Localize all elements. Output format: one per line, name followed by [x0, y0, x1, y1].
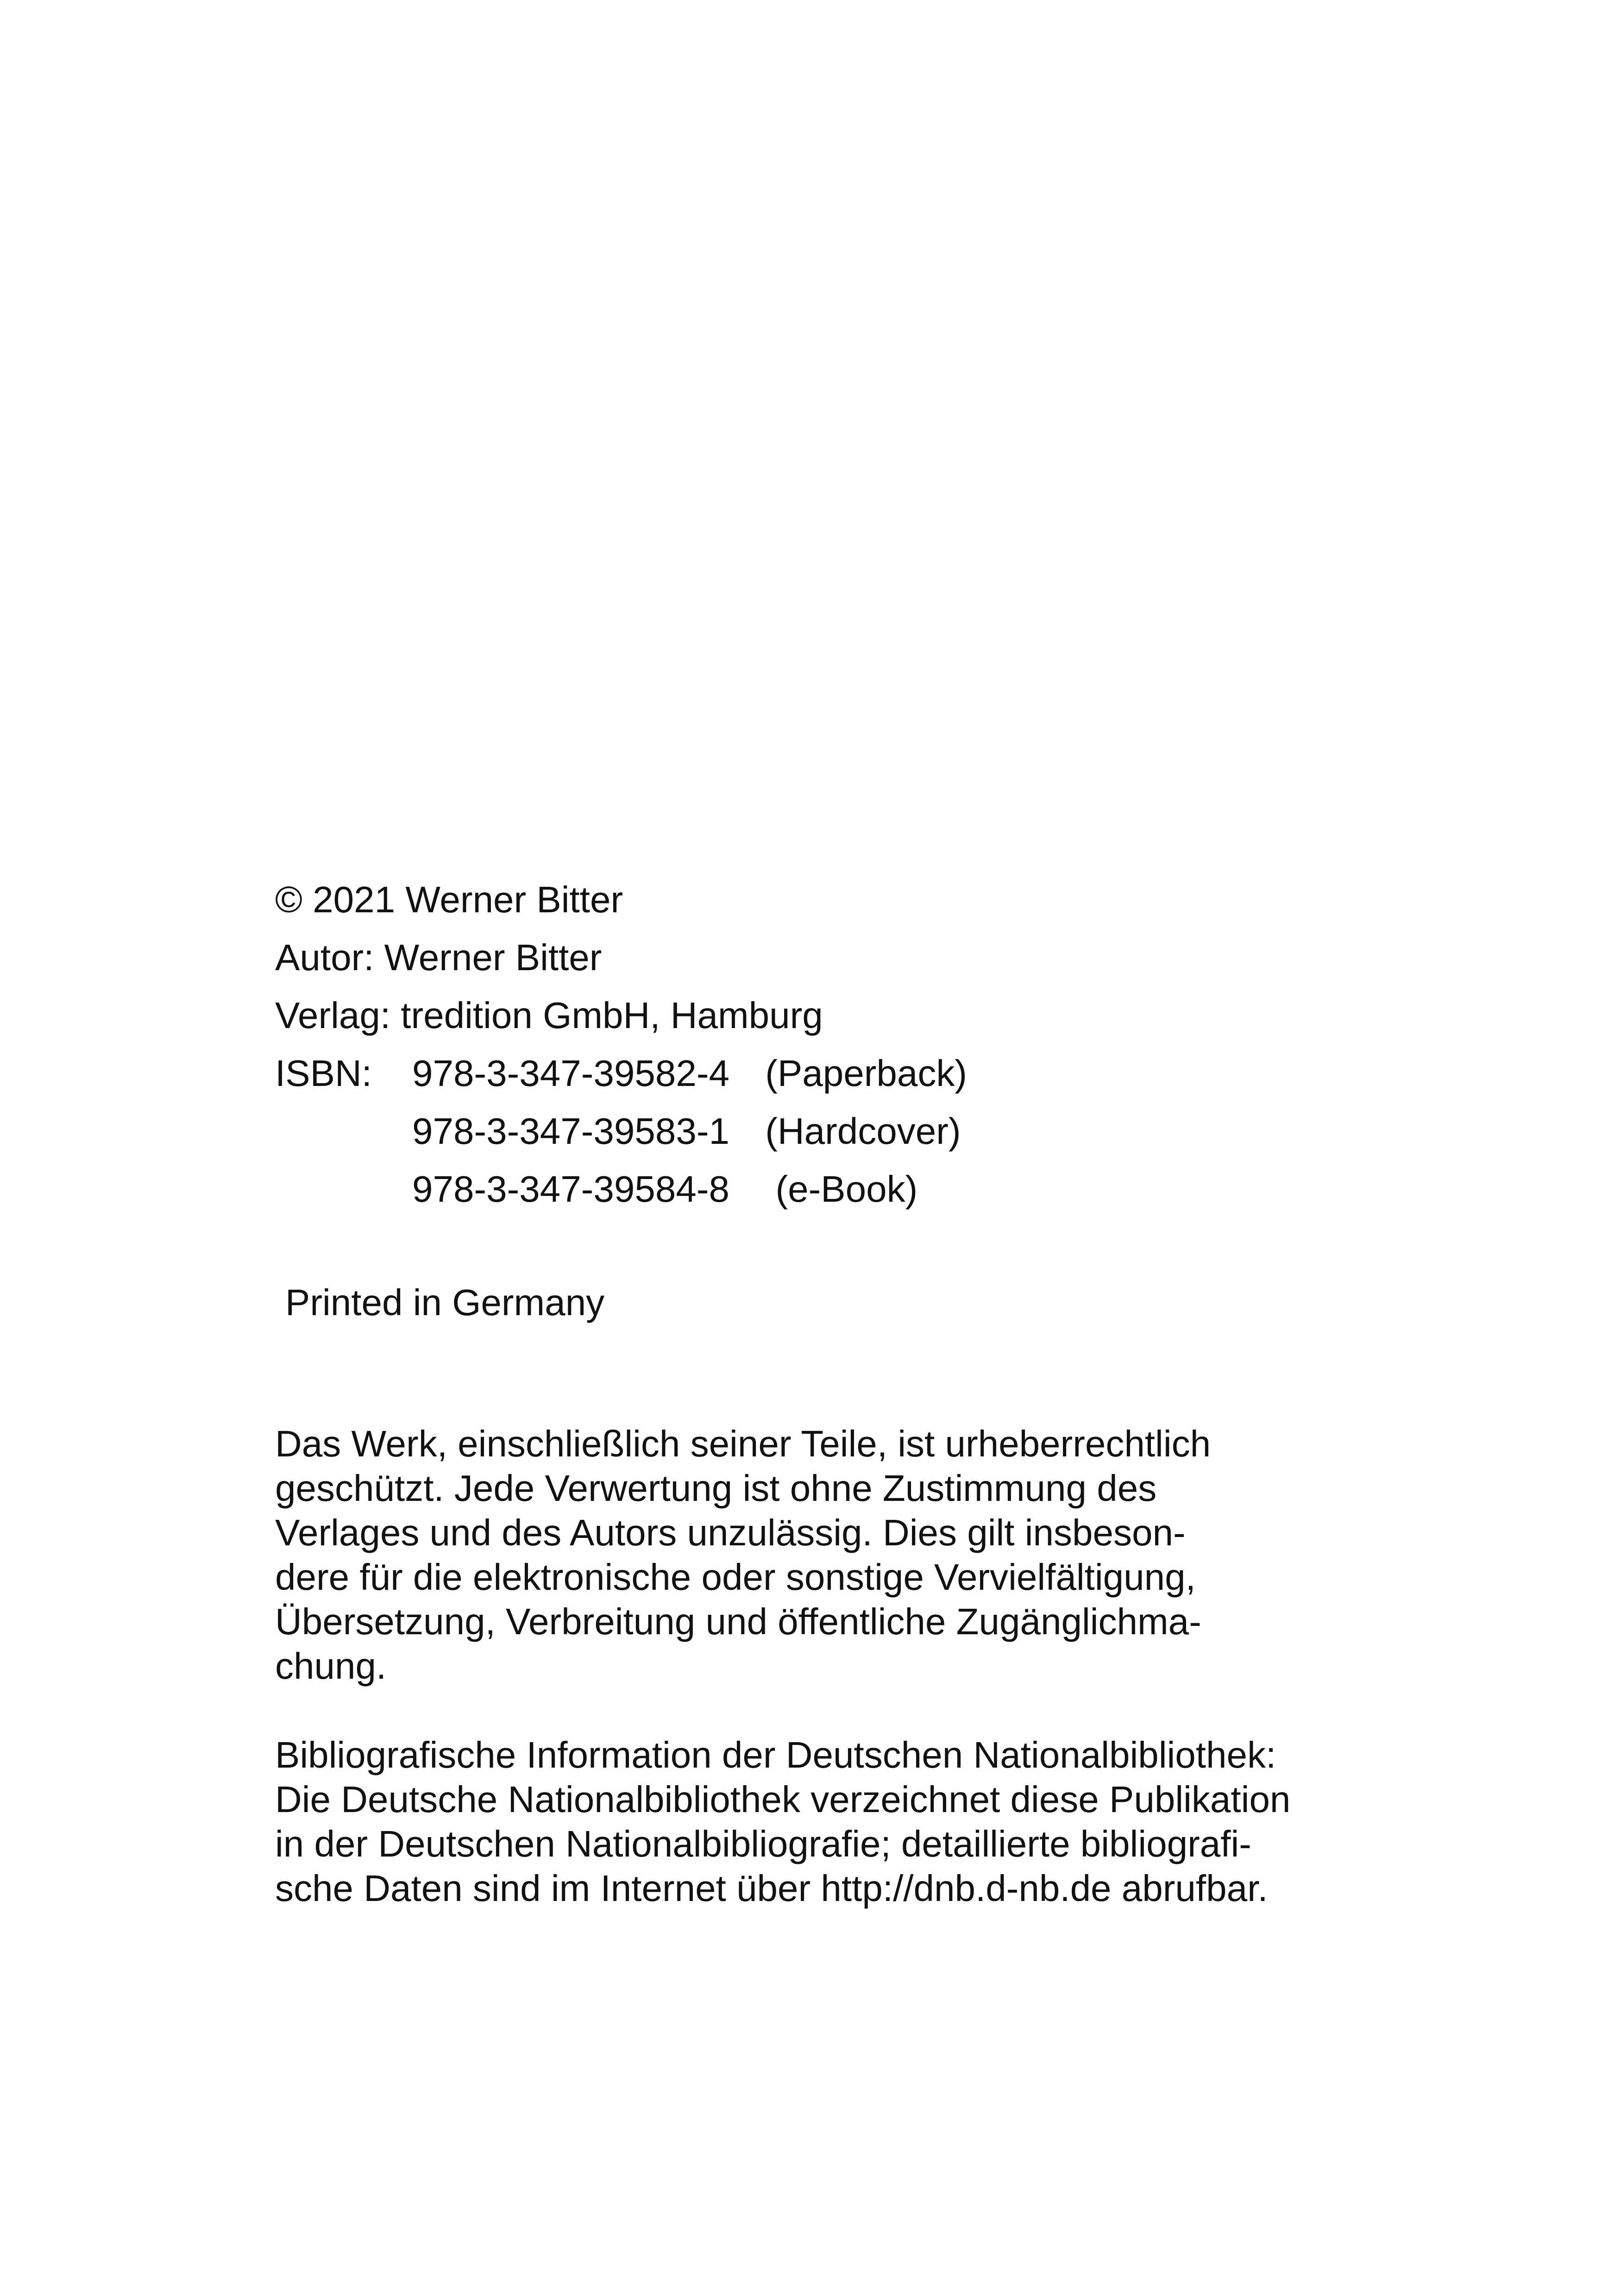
copyright-notice-line: dere für die elektronische oder sonstige Vervielfältigung, — [275, 1556, 1196, 1598]
bibliographic-information-line: in der Deutschen Nationalbibliografie; detaillierte bibliografi- — [275, 1823, 1251, 1864]
imprint-page — [275, 871, 1433, 1911]
isbn-row — [275, 1044, 1433, 1102]
isbn-format: (e-Book) — [765, 1168, 918, 1210]
isbn-entry — [412, 1102, 961, 1160]
isbn-number: 978-3-347-39584-8 — [412, 1168, 729, 1210]
copyright-notice-line: chung. — [275, 1645, 387, 1687]
bibliographic-information-line: Bibliografische Information der Deutschen Nationalbibliothek: — [275, 1734, 1276, 1775]
bibliographic-information — [275, 1733, 1387, 1911]
isbn-entry — [412, 1160, 917, 1218]
isbn-number: 978-3-347-39582-4 — [412, 1053, 729, 1094]
isbn-row — [275, 1102, 1433, 1160]
printed-location: Printed in Germany — [285, 1282, 605, 1323]
isbn-number: 978-3-347-39583-1 — [412, 1110, 729, 1152]
copyright-line: © 2021 Werner Bitter — [275, 879, 623, 920]
bibliographic-information-line: Die Deutsche Nationalbibliothek verzeichnet diese Publikation — [275, 1779, 1291, 1820]
publisher-line: Verlag: tredition GmbH, Hamburg — [275, 995, 823, 1036]
copyright-notice — [275, 1422, 1363, 1688]
isbn-label: ISBN: — [275, 1053, 372, 1094]
isbn-label-spacer — [275, 1160, 412, 1218]
isbn-entry — [412, 1044, 967, 1102]
copyright-notice-line: Verlages und des Autors unzulässig. Dies gilt insbeson- — [275, 1512, 1186, 1553]
isbn-list — [275, 1044, 1433, 1218]
copyright-notice-line: Übersetzung, Verbreitung und öffentliche Zugänglichma- — [275, 1601, 1201, 1642]
copyright-notice-line: geschützt. Jede Verwertung ist ohne Zustimmung des — [275, 1468, 1157, 1509]
copyright-notice-line: Das Werk, einschließlich seiner Teile, ist urheberrechtlich — [275, 1423, 1211, 1464]
isbn-row — [275, 1160, 1433, 1218]
author-line: Autor: Werner Bitter — [275, 937, 602, 978]
isbn-format: (Paperback) — [765, 1053, 967, 1094]
isbn-format: (Hardcover) — [765, 1110, 961, 1152]
isbn-label-spacer — [275, 1102, 412, 1160]
bibliographic-information-line: sche Daten sind im Internet über http://dnb.d-nb.de abrufbar. — [275, 1868, 1268, 1909]
